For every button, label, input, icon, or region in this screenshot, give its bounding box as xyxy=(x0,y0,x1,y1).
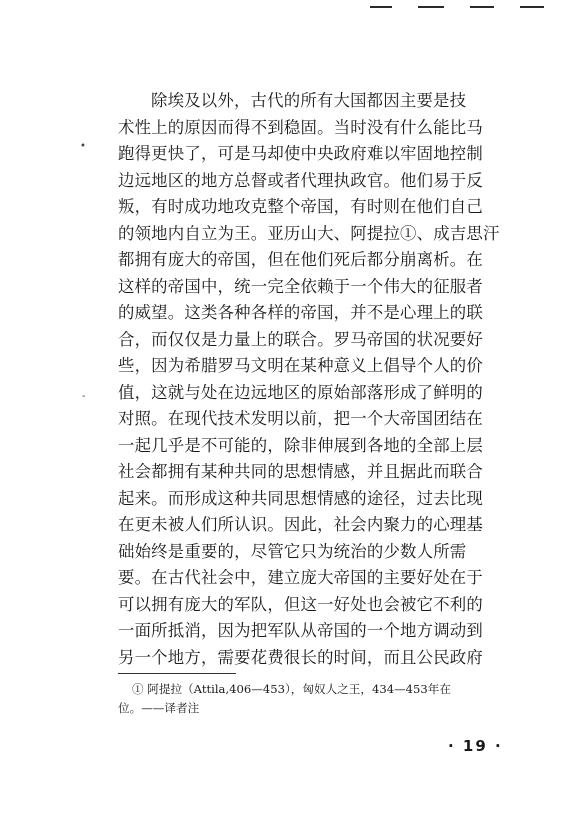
text-line: 一面所抵消，因为把军队从帝国的一个地方调动到 xyxy=(118,621,483,640)
text-line: 另一个地方，需要花费很长的时间，而且公民政府 xyxy=(118,647,483,667)
text-line: 值，这就与处在边远地区的原始部落形成了鲜明的 xyxy=(118,382,483,402)
top-rule-1 xyxy=(370,6,392,8)
text-line: 都拥有庞大的帝国，但在他们死后都分崩离析。在 xyxy=(118,250,483,269)
margin-dash-mark: - xyxy=(82,391,86,402)
margin-dot-mark: • xyxy=(80,141,86,152)
top-rule-2 xyxy=(418,6,444,8)
text-line: 一起几乎是不可能的，除非伸展到各地的全部上层 xyxy=(118,435,483,455)
text-line: 要。在古代社会中，建立庞大帝国的主要好处在于 xyxy=(118,568,483,587)
text-line: 社会都拥有某种共同的思想情感，并且据此而联合 xyxy=(118,462,483,481)
body-text xyxy=(118,88,518,671)
text-line: 术性上的原因而得不到稳固。当时没有什么能比马 xyxy=(118,117,483,137)
text-line: 跑得更快了，可是马却使中央政府难以牢固地控制 xyxy=(118,144,483,163)
text-line: 边远地区的地方总督或者代理执政官。他们易于反 xyxy=(118,170,483,190)
footnote-line: ① 阿提拉（Attila,406—453），匈奴人之王，434—453年在 xyxy=(132,682,451,696)
top-rule-3 xyxy=(470,6,494,8)
text-line: 的领地内自立为王。亚历山大、阿提拉①、成吉思汗 xyxy=(118,223,500,243)
text-line: 合，而仅仅是力量上的联合。罗马帝国的状况要好 xyxy=(118,329,483,349)
page-number: · 19 · xyxy=(448,737,503,755)
text-line: 些，因为希腊罗马文明在某种意义上倡导个人的价 xyxy=(118,356,483,375)
top-rule-4 xyxy=(520,6,544,8)
text-line: 可以拥有庞大的军队，但这一好处也会被它不利的 xyxy=(118,594,483,614)
footnote-divider xyxy=(118,673,236,674)
text-line: 的威望。这类各种各样的帝国，并不是心理上的联 xyxy=(118,303,483,322)
text-line: 对照。在现代技术发明以前，把一个大帝国团结在 xyxy=(118,409,483,428)
text-line: 除埃及以外，古代的所有大国都因主要是技 xyxy=(151,91,467,110)
text-line: 这样的帝国中，统一完全依赖于一个伟大的征服者 xyxy=(118,276,483,296)
footnote-line: 位。——译者注 xyxy=(118,701,200,715)
text-line: 叛，有时成功地攻克整个帝国，有时则在他们自己 xyxy=(118,197,483,216)
text-line: 起来。而形成这种共同思想情感的途径，过去比现 xyxy=(118,488,483,508)
text-line: 础始终是重要的，尽管它只为统治的少数人所需 xyxy=(118,541,467,561)
footnote xyxy=(118,680,518,718)
top-edge-rules xyxy=(0,0,588,12)
text-line: 在更未被人们所认识。因此，社会内聚力的心理基 xyxy=(118,515,483,534)
